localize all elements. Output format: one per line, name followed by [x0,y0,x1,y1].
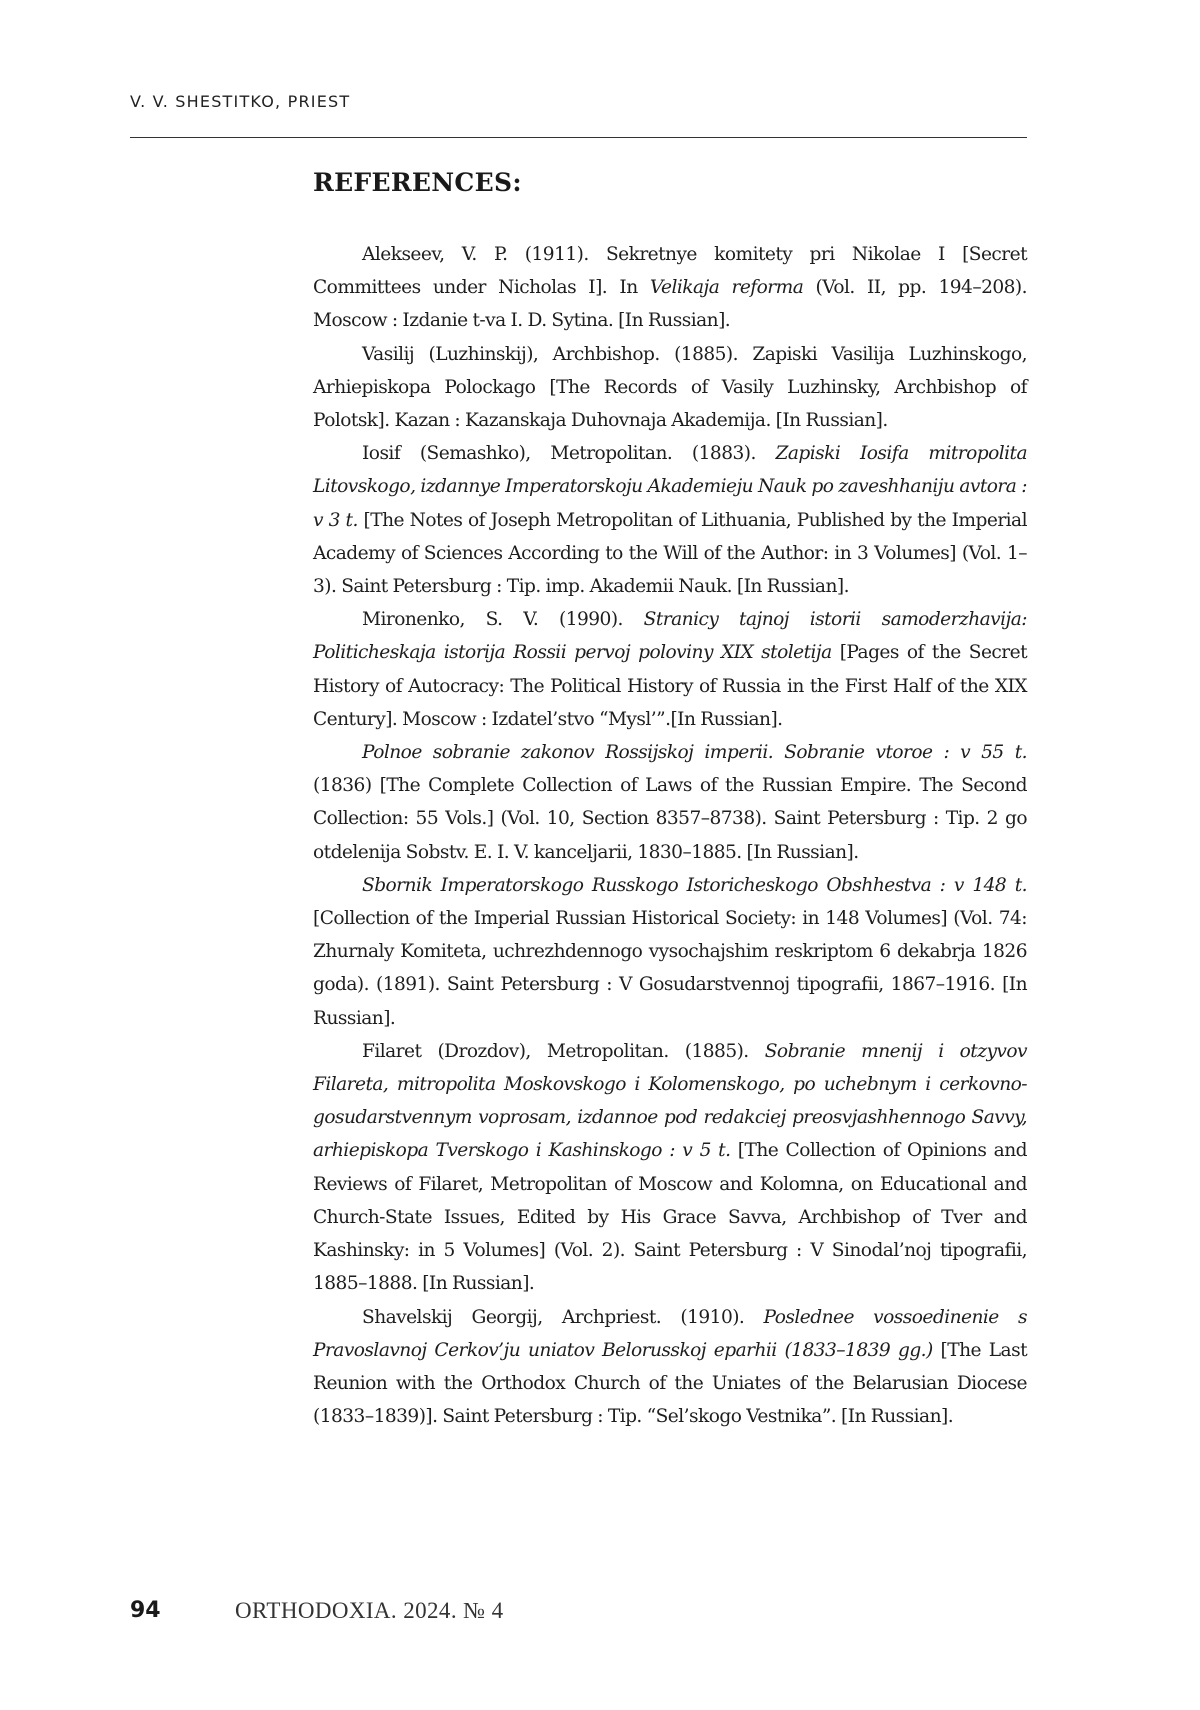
page-number: 94 [130,1598,161,1623]
reference-text: Alekseev, V. P. (1911). Sekretnye komitety pri Nikolae I [Secret Committees under Nicholas I]. In [313,244,1027,298]
reference-text: Shavelskij Georgij, Archpriest. (1910). [362,1307,764,1328]
reference-filaret [313,1035,1027,1301]
reference-text: [The Notes of Joseph Metropolitan of Lithuania, Published by the Imperial Academy of Sciences According to the Will of the Author: in 3 Volumes] (Vol. 1–3). Saint Petersburg : Tip. imp. Akademii Nauk. [In Russian]. [313,510,1027,597]
reference-title-italic: Poslednee vossoedinenie s Pravoslavnoj Cerkov’ju uniatov Belorusskoj eparhii (1833–1839 gg.) [313,1307,1027,1361]
reference-text: [Pages of the Secret History of Autocracy: The Political History of Russia in the First Half of the XIX Century]. Moscow : Izdatel’stvo “Mysl’”.[In Russian]. [313,642,1027,729]
reference-title-italic: Velikaja reforma [650,277,803,298]
reference-text: (Vol. II, pp. 194–208). Moscow : Izdanie t-va I. D. Sytina. [In Russian]. [313,277,1027,331]
reference-text: [Collection of the Imperial Russian Historical Society: in 148 Volumes] (Vol. 74: Zhurnaly Komiteta, uchrezhdennogo vysochajshim reskriptom 6 dekabrja 1826 goda). (1891). Saint Petersburg : V Gosudarstvennoj tipografii, 1867–1916. [In Russian]. [313,908,1027,1029]
reference-title-italic: Sbornik Imperatorskogo Russkogo Istoricheskogo Obshhestva : v 148 t. [362,875,1027,896]
reference-text: [The Collection of Opinions and Reviews of Filaret, Metropolitan of Moscow and Kolomna, on Educational and Church-State Issues, Edited by His Grace Savva, Archbishop of Tver and Kashinsky: in 5 Volumes] (Vol. 2). Saint Petersburg : V Sinodal’noj tipografii, 1885–1888. [In Russian]. [313,1140,1027,1294]
reference-text: Filaret (Drozdov), Metropolitan. (1885). [362,1041,765,1062]
reference-text: Vasilij (Luzhinskij), Archbishop. (1885). Zapiski Vasilija Luzhinskogo, Arhiepiskopa Polockago [The Records of Vasily Luzhinsky, Archbishop of Polotsk]. Kazan : Kazanskaja Duhovnaja Akademija. [In Russian]. [313,344,1027,431]
reference-text: Iosif (Semashko), Metropolitan. (1883). [362,443,776,464]
reference-title-italic: Stranicy tajnoj istorii samoderzhavija: Politicheskaja istorija Rossii pervoj poloviny XIX stoletija [313,609,1027,663]
reference-iosif [313,437,1027,603]
reference-alekseev [313,238,1027,338]
reference-text: Mironenko, S. V. (1990). [362,609,644,630]
running-head: V. V. SHESTITKO, PRIEST [130,92,350,111]
reference-text: (1836) [The Complete Collection of Laws of the Russian Empire. The Second Collection: 55 Vols.] (Vol. 10, Section 8357–8738). Saint Petersburg : Tip. 2 go otdelenija Sobstv. E. I. V. kanceljarii, 1830–1885. [In Russian]. [313,775,1027,862]
journal-title: ORTHODOXIA. 2024. № 4 [235,1598,504,1624]
reference-polnoe-sobranie [313,736,1027,869]
reference-list [313,238,1027,1433]
reference-title-italic: Zapiski Iosifa mitropolita Litovskogo, izdannye Imperatorskoju Akademieju Nauk po zaveshhaniju avtora : v 3 t. [313,443,1027,530]
reference-mironenko [313,603,1027,736]
section-title: REFERENCES: [313,168,522,197]
reference-shavelskij [313,1301,1027,1434]
header-rule [130,137,1027,138]
reference-title-italic: Sobranie mnenij i otzyvov Filareta, mitropolita Moskovskogo i Kolomenskogo, po uchebnym i cerkovno-gosudarstvennym voprosam, izdannoe pod redakciej preosvjashhennogo Savvy, arhiepiskopa Tverskogo i Kashinskogo : v 5 t. [313,1041,1027,1162]
reference-title-italic: Polnoe sobranie zakonov Rossijskoj imperii. Sobranie vtoroe : v 55 t. [362,742,1027,763]
reference-vasilij [313,338,1027,438]
reference-sbornik [313,869,1027,1035]
reference-text: [The Last Reunion with the Orthodox Church of the Uniates of the Belarusian Diocese (1833–1839)]. Saint Petersburg : Tip. “Sel’skogo Vestnika”. [In Russian]. [313,1340,1027,1427]
